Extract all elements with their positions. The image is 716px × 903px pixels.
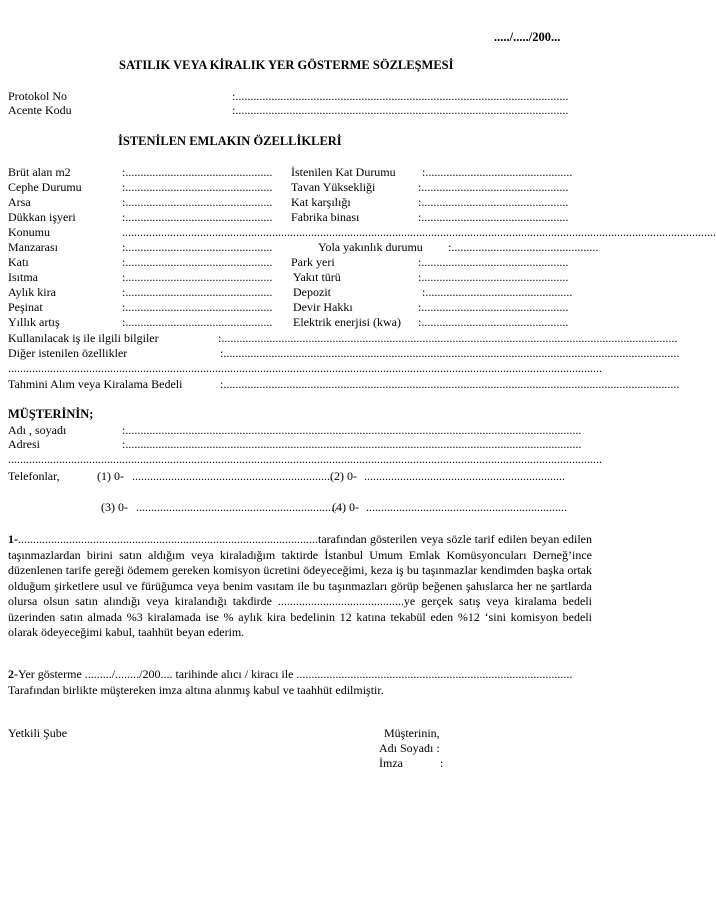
clause-1-number: 1- xyxy=(8,532,18,546)
clause-2-text: Yer gösterme ........./......../200.... tarihinde alıcı / kiracı ile ............................................................................................ Tarafından birlikte müştereken imza altına alınmış kabul ve taahhüt edilmiştir. xyxy=(8,667,573,697)
phone-3-prefix: (3) 0- xyxy=(101,500,128,514)
field-heating[interactable]: :................................................. xyxy=(122,270,273,284)
row-label-location: Konumu xyxy=(8,225,50,239)
customer-address-cont[interactable]: ...................................................................................................................................................................................................... xyxy=(8,452,602,466)
row-label-shop: Dükkan işyeri xyxy=(8,210,76,224)
protocol-no-field[interactable]: :............................................................................................................... xyxy=(232,89,569,103)
field-factory[interactable]: :................................................. xyxy=(418,210,569,224)
estimate-label: Tahmini Alım veya Kiralama Bedeli xyxy=(8,377,183,391)
row-label-business-info: Kullanılacak iş ile ilgili bilgiler xyxy=(8,331,159,345)
field-estimate[interactable]: :........................................................................................................................................................ xyxy=(220,377,680,391)
field-facade[interactable]: :................................................. xyxy=(122,180,273,194)
clause-1 xyxy=(8,532,592,641)
clause-1-text: ....................................................................................................tarafından gösterilen veya sözle tarif edilen beyan edilen taşınmazlardan birini satın aldığım veya kiraladığım taktirde İstanbul Umum Emlak Komüsyoncuları Derneğ’ince düzenlenen tarife gereği ödemem gereken komisyon ücretini ödeyeceğimi, keza iş bu taşınmazlar kendimden başka ortak olduğum şirketlere usul ve fürüğumca veya benim vasıtam ile bu taşınmazları görüp beğenen şahıslarca her ne şartlarda olursa olsun satın alındığı veya kiralandığı takdirde ..........................................ye gerçek satış veya kiralama bedeli üzerinden satın almada %3 kiralamada ise % aylık kira bedelinin 12 katına tekabül eden %12 ‘sini komisyon bedeli olarak ödeyeceğimi kabul, taahhüt beyan ederim. xyxy=(8,532,592,639)
customer-signature-title: Müşterinin, xyxy=(384,726,440,740)
row-label-floor: Katı xyxy=(8,255,29,269)
field-floor[interactable]: :................................................. xyxy=(122,255,273,269)
row-label-road-proximity: Yola yakınlık durumu xyxy=(318,240,423,254)
signature-colon[interactable]: : xyxy=(440,756,444,770)
field-view[interactable]: :................................................. xyxy=(122,240,273,254)
field-business-info[interactable]: :........................................................................................................................................................ xyxy=(218,331,678,345)
field-road-proximity[interactable]: :................................................. xyxy=(448,240,599,254)
row-label-factory: Fabrika binası xyxy=(291,210,360,224)
row-label-down-payment: Peşinat xyxy=(8,300,43,314)
row-label-other-features: Diğer istenilen özellikler xyxy=(8,346,128,360)
customer-address-field[interactable]: :........................................................................................................................................................ xyxy=(122,437,582,451)
field-shop[interactable]: :................................................. xyxy=(122,210,273,224)
phone-4-prefix: (4) 0- xyxy=(332,500,359,514)
field-transfer-right[interactable]: :................................................. xyxy=(418,300,569,314)
field-down-payment[interactable]: :................................................. xyxy=(122,300,273,314)
signature-label: İmza xyxy=(379,756,403,770)
clause-2-number: 2- xyxy=(8,667,18,681)
phones-label: Telefonlar, xyxy=(8,469,60,483)
row-label-annual-increase: Yıllık artış xyxy=(8,315,60,329)
row-label-transfer-right: Devir Hakkı xyxy=(293,300,353,314)
phone-4-field[interactable]: ................................................................... xyxy=(366,500,567,514)
field-other-features-cont[interactable]: ...................................................................................................................................................................................................... xyxy=(8,361,602,375)
customer-name-label: Adı , soyadı xyxy=(8,423,67,437)
customer-heading: MÜŞTERİNİN; xyxy=(8,407,94,421)
field-land[interactable]: :................................................. xyxy=(122,195,273,209)
customer-address-label: Adresi xyxy=(8,437,40,451)
phone-1-prefix: (1) 0- xyxy=(97,469,124,483)
protocol-no-label: Protokol No xyxy=(8,89,68,103)
row-label-monthly-rent: Aylık kira xyxy=(8,285,56,299)
field-parking[interactable]: :................................................. xyxy=(418,255,569,269)
field-other-features[interactable]: :........................................................................................................................................................ xyxy=(220,346,680,360)
row-label-floor-exchange: Kat karşılığı xyxy=(291,195,351,209)
field-floor-status[interactable]: :................................................. xyxy=(422,165,573,179)
agent-code-field[interactable]: :............................................................................................................... xyxy=(232,103,569,117)
date-header: ...../...../200... xyxy=(494,30,561,44)
customer-name-signature-label: Adı Soyadı : xyxy=(379,741,440,755)
field-floor-exchange[interactable]: :................................................. xyxy=(418,195,569,209)
row-label-electric-power: Elektrik enerjisi (kwa) xyxy=(293,315,401,329)
row-label-deposit: Depozit xyxy=(293,285,331,299)
field-ceiling-height[interactable]: :................................................. xyxy=(418,180,569,194)
row-label-land: Arsa xyxy=(8,195,31,209)
phone-2-prefix: (2) 0- xyxy=(330,469,357,483)
field-location[interactable]: ...................................................................................................................................................................................................... xyxy=(122,225,716,239)
section-title: İSTENİLEN EMLAKIN ÖZELLİKLERİ xyxy=(118,134,342,148)
row-label-parking: Park yeri xyxy=(291,255,335,269)
row-label-gross-area: Brüt alan m2 xyxy=(8,165,71,179)
field-monthly-rent[interactable]: :................................................. xyxy=(122,285,273,299)
field-electric-power[interactable]: :................................................. xyxy=(418,315,569,329)
field-deposit[interactable]: :................................................. xyxy=(422,285,573,299)
document-title: SATILIK VEYA KİRALIK YER GÖSTERME SÖZLEŞMESİ xyxy=(119,58,454,72)
phone-3-field[interactable]: ................................................................... xyxy=(136,500,337,514)
authorized-branch-label: Yetkili Şube xyxy=(8,726,68,740)
clause-2 xyxy=(8,667,592,698)
field-gross-area[interactable]: :................................................. xyxy=(122,165,273,179)
customer-name-field[interactable]: :........................................................................................................................................................ xyxy=(122,423,582,437)
field-annual-increase[interactable]: :................................................. xyxy=(122,315,273,329)
row-label-fuel-type: Yakıt türü xyxy=(293,270,341,284)
row-label-view: Manzarası xyxy=(8,240,58,254)
phone-1-field[interactable]: ................................................................... xyxy=(132,469,333,483)
row-label-floor-status: İstenilen Kat Durumu xyxy=(291,165,396,179)
row-label-heating: Isıtma xyxy=(8,270,38,284)
agent-code-label: Acente Kodu xyxy=(8,103,72,117)
field-fuel-type[interactable]: :................................................. xyxy=(418,270,569,284)
row-label-facade: Cephe Durumu xyxy=(8,180,82,194)
row-label-ceiling-height: Tavan Yüksekliği xyxy=(291,180,376,194)
phone-2-field[interactable]: ................................................................... xyxy=(364,469,565,483)
